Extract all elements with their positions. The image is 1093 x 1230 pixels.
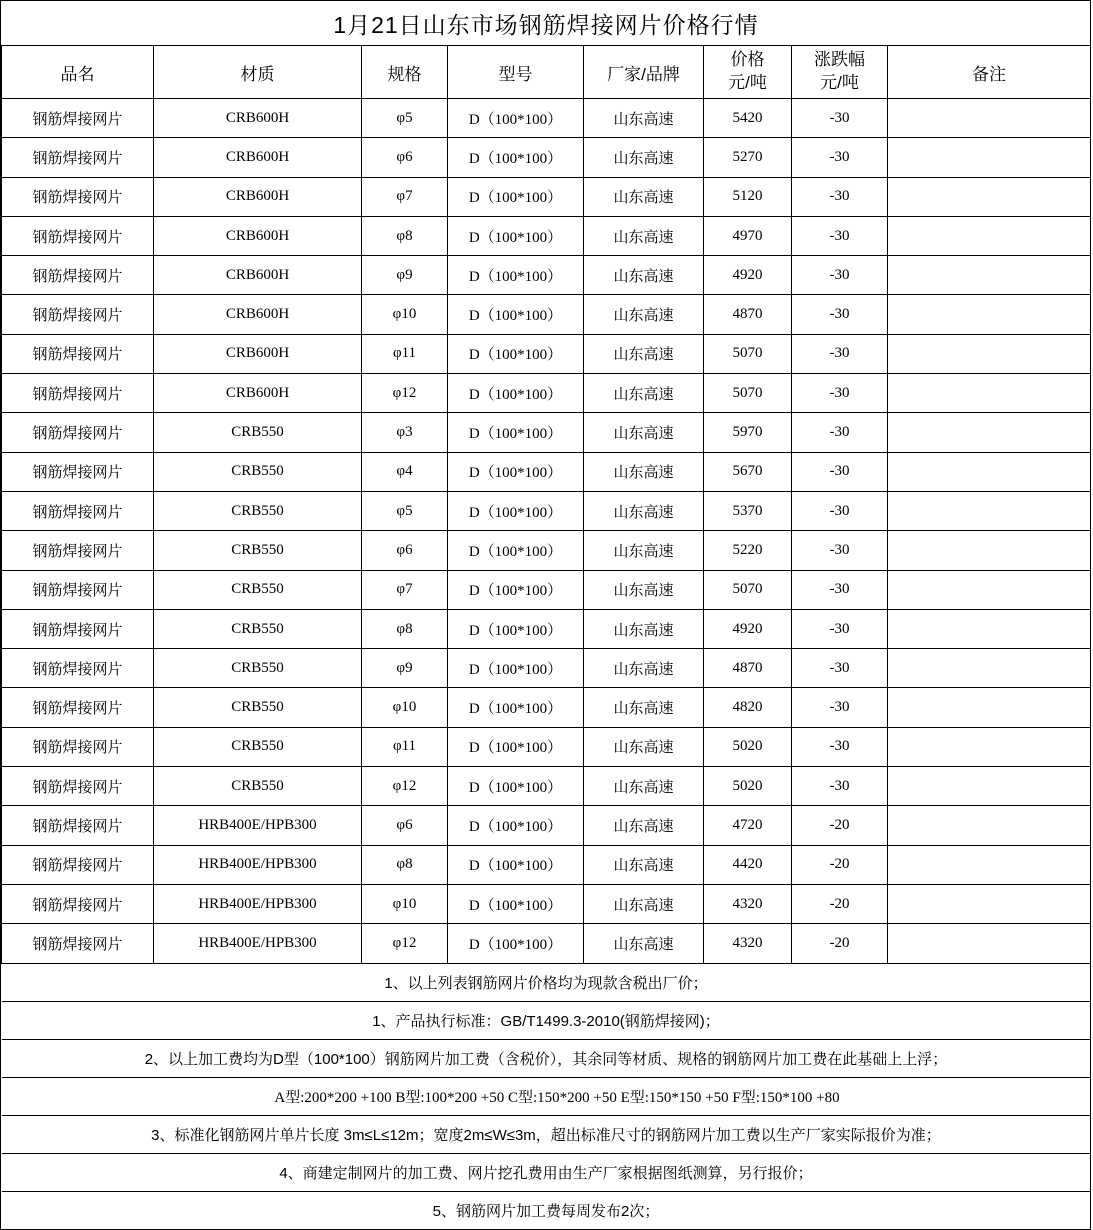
- cell-brand: 山东高速: [584, 491, 704, 530]
- cell-price: 4970: [704, 216, 792, 255]
- cell-price: 5220: [704, 531, 792, 570]
- table-header-row: [2, 46, 1091, 99]
- cell-brand: 山东高速: [584, 570, 704, 609]
- cell-note: [888, 99, 1091, 138]
- cell-spec: φ7: [362, 177, 448, 216]
- cell-change: -30: [792, 99, 888, 138]
- cell-spec: φ12: [362, 924, 448, 963]
- cell-material: CRB550: [154, 727, 362, 766]
- cell-model: D（100*100）: [448, 374, 584, 413]
- cell-brand: 山东高速: [584, 649, 704, 688]
- cell-change: -30: [792, 767, 888, 806]
- cell-price: 5670: [704, 452, 792, 491]
- cell-model: D（100*100）: [448, 216, 584, 255]
- cell-model: D（100*100）: [448, 649, 584, 688]
- cell-name: 钢筋焊接网片: [2, 531, 154, 570]
- cell-price: 5070: [704, 334, 792, 373]
- cell-model: D（100*100）: [448, 688, 584, 727]
- cell-model: D（100*100）: [448, 845, 584, 884]
- cell-brand: 山东高速: [584, 531, 704, 570]
- cell-price: 5070: [704, 374, 792, 413]
- cell-material: CRB550: [154, 767, 362, 806]
- cell-price: 4820: [704, 688, 792, 727]
- cell-spec: φ10: [362, 295, 448, 334]
- cell-price: 4720: [704, 806, 792, 845]
- cell-spec: φ8: [362, 845, 448, 884]
- cell-change: -30: [792, 295, 888, 334]
- cell-change: -30: [792, 216, 888, 255]
- cell-price: 5420: [704, 99, 792, 138]
- cell-note: [888, 727, 1091, 766]
- cell-price: 5070: [704, 570, 792, 609]
- table-row: [2, 649, 1091, 688]
- cell-name: 钢筋焊接网片: [2, 374, 154, 413]
- cell-brand: 山东高速: [584, 727, 704, 766]
- cell-spec: φ11: [362, 727, 448, 766]
- cell-spec: φ11: [362, 334, 448, 373]
- cell-change: -30: [792, 688, 888, 727]
- table-row: [2, 138, 1091, 177]
- cell-note: [888, 884, 1091, 923]
- cell-change: -30: [792, 727, 888, 766]
- table-row: [2, 767, 1091, 806]
- cell-spec: φ5: [362, 99, 448, 138]
- cell-spec: φ9: [362, 649, 448, 688]
- cell-brand: 山东高速: [584, 334, 704, 373]
- cell-note: [888, 649, 1091, 688]
- cell-note: [888, 216, 1091, 255]
- cell-material: CRB600H: [154, 216, 362, 255]
- cell-spec: φ10: [362, 884, 448, 923]
- price-table: [1, 1, 1091, 1229]
- cell-change: -30: [792, 374, 888, 413]
- column-header-change-line1: 涨跌幅: [814, 50, 865, 70]
- note-text: A型:200*200 +100 B型:100*200 +50 C型:150*200 +50 E型:150*150 +50 F型:150*100 +80: [2, 1077, 1091, 1115]
- cell-change: -30: [792, 531, 888, 570]
- cell-brand: 山东高速: [584, 216, 704, 255]
- cell-model: D（100*100）: [448, 570, 584, 609]
- cell-spec: φ6: [362, 138, 448, 177]
- column-header-price: [704, 46, 792, 99]
- cell-material: CRB550: [154, 491, 362, 530]
- note-text: 1、产品执行标准：GB/T1499.3-2010(钢筋焊接网)；: [2, 1001, 1091, 1039]
- cell-price: 4870: [704, 295, 792, 334]
- cell-price: 4320: [704, 924, 792, 963]
- cell-name: 钢筋焊接网片: [2, 806, 154, 845]
- cell-brand: 山东高速: [584, 413, 704, 452]
- cell-name: 钢筋焊接网片: [2, 334, 154, 373]
- cell-brand: 山东高速: [584, 374, 704, 413]
- table-row: [2, 531, 1091, 570]
- cell-model: D（100*100）: [448, 256, 584, 295]
- cell-note: [888, 767, 1091, 806]
- cell-model: D（100*100）: [448, 491, 584, 530]
- cell-change: -30: [792, 649, 888, 688]
- column-header-change-line2: 元/吨: [820, 73, 859, 92]
- page-title: 1月21日山东市场钢筋焊接网片价格行情: [2, 1, 1091, 46]
- cell-price: 4420: [704, 845, 792, 884]
- cell-model: D（100*100）: [448, 177, 584, 216]
- note-row: [2, 1039, 1091, 1077]
- cell-brand: 山东高速: [584, 688, 704, 727]
- note-text: 1、以上列表钢筋网片价格均为现款含税出厂价；: [2, 963, 1091, 1001]
- cell-name: 钢筋焊接网片: [2, 727, 154, 766]
- cell-model: D（100*100）: [448, 138, 584, 177]
- cell-name: 钢筋焊接网片: [2, 609, 154, 648]
- cell-material: CRB600H: [154, 138, 362, 177]
- cell-model: D（100*100）: [448, 727, 584, 766]
- column-header-price-line2: 元/吨: [728, 73, 767, 92]
- cell-name: 钢筋焊接网片: [2, 452, 154, 491]
- cell-model: D（100*100）: [448, 334, 584, 373]
- column-header-brand: 厂家/品牌: [584, 46, 704, 99]
- cell-price: 4870: [704, 649, 792, 688]
- column-header-material: 材质: [154, 46, 362, 99]
- cell-note: [888, 413, 1091, 452]
- table-row: [2, 884, 1091, 923]
- note-text: 4、商建定制网片的加工费、网片挖孔费用由生产厂家根据图纸测算，另行报价；: [2, 1153, 1091, 1191]
- cell-note: [888, 845, 1091, 884]
- cell-material: CRB600H: [154, 295, 362, 334]
- cell-material: CRB600H: [154, 99, 362, 138]
- cell-brand: 山东高速: [584, 452, 704, 491]
- cell-note: [888, 806, 1091, 845]
- column-header-model: 型号: [448, 46, 584, 99]
- table-row: [2, 256, 1091, 295]
- table-row: [2, 374, 1091, 413]
- cell-material: CRB550: [154, 452, 362, 491]
- table-row: [2, 99, 1091, 138]
- cell-spec: φ8: [362, 609, 448, 648]
- cell-material: CRB550: [154, 688, 362, 727]
- cell-brand: 山东高速: [584, 256, 704, 295]
- column-header-note: 备注: [888, 46, 1091, 99]
- cell-note: [888, 531, 1091, 570]
- cell-material: CRB600H: [154, 334, 362, 373]
- cell-change: -30: [792, 452, 888, 491]
- cell-material: CRB600H: [154, 177, 362, 216]
- cell-material: CRB550: [154, 649, 362, 688]
- cell-name: 钢筋焊接网片: [2, 884, 154, 923]
- cell-material: HRB400E/HPB300: [154, 884, 362, 923]
- table-row: [2, 334, 1091, 373]
- cell-note: [888, 609, 1091, 648]
- cell-name: 钢筋焊接网片: [2, 570, 154, 609]
- note-text: 2、以上加工费均为D型（100*100）钢筋网片加工费（含税价），其余同等材质、规格的钢筋网片加工费在此基础上上浮；: [2, 1039, 1091, 1077]
- cell-model: D（100*100）: [448, 452, 584, 491]
- cell-brand: 山东高速: [584, 924, 704, 963]
- cell-spec: φ10: [362, 688, 448, 727]
- cell-brand: 山东高速: [584, 295, 704, 334]
- cell-brand: 山东高速: [584, 845, 704, 884]
- cell-change: -30: [792, 570, 888, 609]
- cell-material: CRB550: [154, 413, 362, 452]
- note-row: [2, 1191, 1091, 1229]
- cell-name: 钢筋焊接网片: [2, 295, 154, 334]
- cell-spec: φ4: [362, 452, 448, 491]
- cell-note: [888, 452, 1091, 491]
- cell-material: CRB600H: [154, 256, 362, 295]
- cell-material: CRB600H: [154, 374, 362, 413]
- table-row: [2, 727, 1091, 766]
- cell-material: HRB400E/HPB300: [154, 845, 362, 884]
- table-row: [2, 570, 1091, 609]
- cell-brand: 山东高速: [584, 609, 704, 648]
- cell-change: -30: [792, 491, 888, 530]
- cell-material: CRB550: [154, 531, 362, 570]
- cell-brand: 山东高速: [584, 99, 704, 138]
- cell-change: -30: [792, 177, 888, 216]
- cell-price: 4920: [704, 609, 792, 648]
- cell-name: 钢筋焊接网片: [2, 216, 154, 255]
- cell-change: -30: [792, 609, 888, 648]
- table-row: [2, 491, 1091, 530]
- cell-name: 钢筋焊接网片: [2, 177, 154, 216]
- table-row: [2, 924, 1091, 963]
- cell-brand: 山东高速: [584, 767, 704, 806]
- table-row: [2, 688, 1091, 727]
- cell-price: 5020: [704, 767, 792, 806]
- cell-name: 钢筋焊接网片: [2, 845, 154, 884]
- cell-material: HRB400E/HPB300: [154, 924, 362, 963]
- table-row: [2, 806, 1091, 845]
- cell-model: D（100*100）: [448, 413, 584, 452]
- cell-model: D（100*100）: [448, 884, 584, 923]
- column-header-change: [792, 46, 888, 99]
- table-row: [2, 845, 1091, 884]
- cell-spec: φ12: [362, 767, 448, 806]
- table-row: [2, 413, 1091, 452]
- cell-material: HRB400E/HPB300: [154, 806, 362, 845]
- cell-model: D（100*100）: [448, 99, 584, 138]
- cell-note: [888, 374, 1091, 413]
- cell-brand: 山东高速: [584, 138, 704, 177]
- note-row: [2, 1077, 1091, 1115]
- column-header-price-line1: 价格: [730, 50, 765, 70]
- cell-model: D（100*100）: [448, 806, 584, 845]
- table-body: [2, 1, 1091, 1229]
- cell-name: 钢筋焊接网片: [2, 924, 154, 963]
- note-row: [2, 963, 1091, 1001]
- column-header-name: 品名: [2, 46, 154, 99]
- note-row: [2, 1001, 1091, 1039]
- table-row: [2, 216, 1091, 255]
- cell-model: D（100*100）: [448, 924, 584, 963]
- cell-material: CRB550: [154, 609, 362, 648]
- cell-change: -30: [792, 334, 888, 373]
- cell-change: -20: [792, 845, 888, 884]
- cell-note: [888, 177, 1091, 216]
- note-row: [2, 1153, 1091, 1191]
- cell-change: -30: [792, 138, 888, 177]
- cell-model: D（100*100）: [448, 295, 584, 334]
- title-row: [2, 1, 1091, 46]
- table-row: [2, 609, 1091, 648]
- table-row: [2, 177, 1091, 216]
- cell-price: 5120: [704, 177, 792, 216]
- cell-note: [888, 334, 1091, 373]
- cell-material: CRB550: [154, 570, 362, 609]
- cell-model: D（100*100）: [448, 767, 584, 806]
- cell-note: [888, 295, 1091, 334]
- cell-price: 4320: [704, 884, 792, 923]
- cell-note: [888, 138, 1091, 177]
- cell-spec: φ12: [362, 374, 448, 413]
- cell-change: -20: [792, 924, 888, 963]
- cell-spec: φ6: [362, 531, 448, 570]
- cell-name: 钢筋焊接网片: [2, 256, 154, 295]
- cell-spec: φ9: [362, 256, 448, 295]
- cell-price: 4920: [704, 256, 792, 295]
- cell-name: 钢筋焊接网片: [2, 138, 154, 177]
- cell-price: 5370: [704, 491, 792, 530]
- cell-model: D（100*100）: [448, 609, 584, 648]
- cell-brand: 山东高速: [584, 177, 704, 216]
- cell-name: 钢筋焊接网片: [2, 649, 154, 688]
- cell-spec: φ3: [362, 413, 448, 452]
- cell-note: [888, 256, 1091, 295]
- note-text: 3、标准化钢筋网片单片长度 3m≤L≤12m；宽度2m≤W≤3m，超出标准尺寸的钢筋网片加工费以生产厂家实际报价为准；: [2, 1115, 1091, 1153]
- cell-note: [888, 491, 1091, 530]
- cell-name: 钢筋焊接网片: [2, 688, 154, 727]
- cell-price: 5970: [704, 413, 792, 452]
- cell-name: 钢筋焊接网片: [2, 491, 154, 530]
- cell-name: 钢筋焊接网片: [2, 413, 154, 452]
- cell-model: D（100*100）: [448, 531, 584, 570]
- cell-name: 钢筋焊接网片: [2, 767, 154, 806]
- cell-change: -20: [792, 806, 888, 845]
- table-row: [2, 295, 1091, 334]
- cell-note: [888, 924, 1091, 963]
- cell-change: -20: [792, 884, 888, 923]
- cell-change: -30: [792, 413, 888, 452]
- note-text: 5、钢筋网片加工费每周发布2次；: [2, 1191, 1091, 1229]
- cell-spec: φ6: [362, 806, 448, 845]
- cell-note: [888, 688, 1091, 727]
- cell-change: -30: [792, 256, 888, 295]
- cell-price: 5270: [704, 138, 792, 177]
- table-row: [2, 452, 1091, 491]
- cell-name: 钢筋焊接网片: [2, 99, 154, 138]
- cell-note: [888, 570, 1091, 609]
- cell-spec: φ8: [362, 216, 448, 255]
- note-row: [2, 1115, 1091, 1153]
- cell-spec: φ7: [362, 570, 448, 609]
- cell-brand: 山东高速: [584, 806, 704, 845]
- cell-brand: 山东高速: [584, 884, 704, 923]
- cell-spec: φ5: [362, 491, 448, 530]
- column-header-spec: 规格: [362, 46, 448, 99]
- cell-price: 5020: [704, 727, 792, 766]
